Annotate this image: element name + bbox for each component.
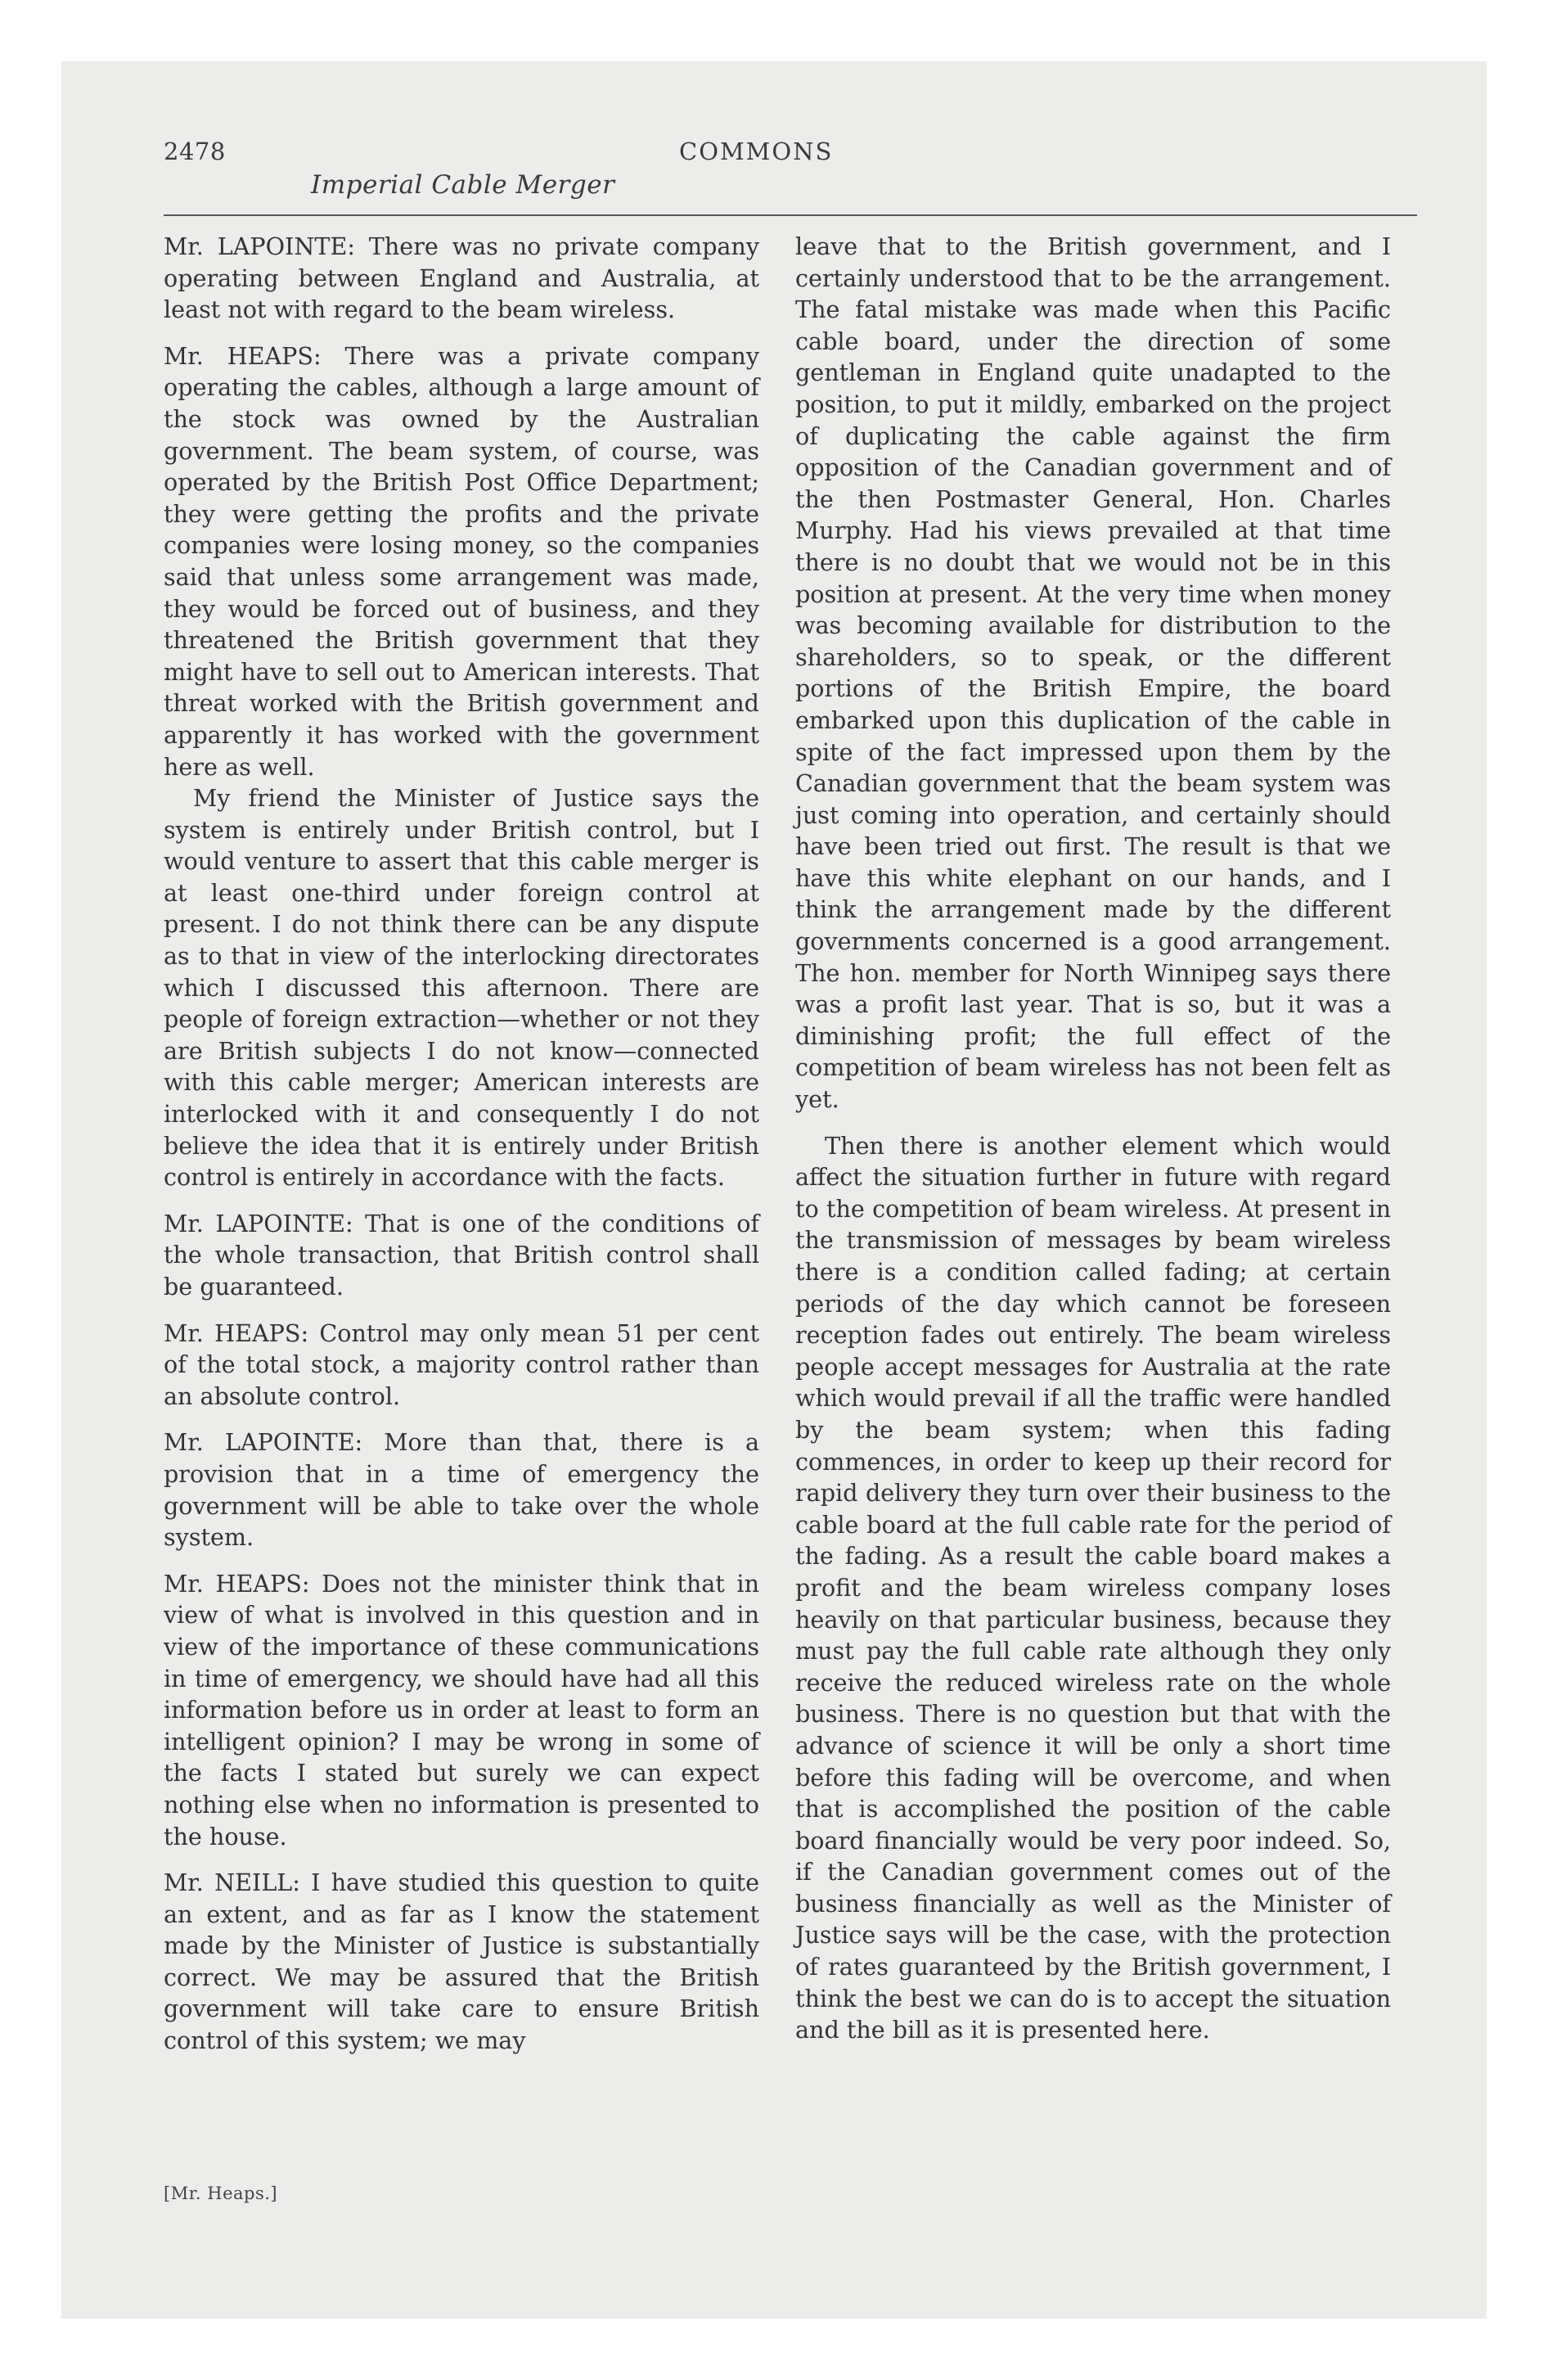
speech-paragraph: Then there is another element which would affect the situation further in future with regard to the competition of beam wireless. At present in the transmission of messages by beam wireless there is a condition called fading; at certain periods of the day which cannot be foreseen reception fades out entirely. The beam wireless people accept messages for Australia at the rate which would prevail if all the traffic were handled by the beam system; when this fading commences, in order to keep up their record for rapid delivery they turn over their business to the cable board at the full cable rate for the period of the fading. As a result the cable board makes a profit and the beam wireless company loses heavily on that particular business, because they must pay the full cable rate although they only receive the reduced wireless rate on the whole business. There is no question but that with the advance of science it will be only a short time before this fading will be overcome, and when that is accomplished the position of the cable board financially would be very poor indeed. So, if the Canadian government comes out of the business financially as well as the Minister of Justice says will be the case, with the protection of rates guaranteed by the British government, I think the best we can do is to accept the situation and the bill as it is presented here. xyxy=(795,1131,1391,2044)
speech-paragraph: My friend the Minister of Justice says the system is entirely under British control, but I would venture to assert that this cable merger is at least one-third under foreign control at present. I do not think there can be any dispute as to that in view of the interlocking directorates which I discussed this afternoon. There are people of foreign extraction—whether or not they are British subjects I do not know—connected with this cable merger; American interests are interlocked with it and consequently I do not believe the idea that it is entirely under British control is entirely in accordance with the facts. xyxy=(164,784,759,1192)
speech-paragraph: leave that to the British government, and I certainly understood that to be the arrangement. The fatal mistake was made when this Pacific cable board, under the direction of some gentleman in England quite unadapted to the position, to put it mildly, embarked on the project of duplicating the cable against the firm opposition of the Canadian government and of the then Postmaster General, Hon. Charles Murphy. Had his views prevailed at that time there is no doubt that we would not be in this position at present. At the very time when money was becoming available for distribution to the shareholders, so to speak, or the different portions of the British Empire, the board embarked upon this duplication of the cable in spite of the fact impressed upon them by the Canadian government that the beam system was just coming into operation, and certainly should have been tried out first. The result is that we have this white elephant on our hands, and I think the arrangement made by the different governments concerned is a good arrangement. The hon. member for North Winnipeg says there was a profit last year. That is so, but it was a diminishing profit; the full effect of the competition of beam wireless has not been felt as yet. xyxy=(795,232,1391,1114)
speech-paragraph: Mr. LAPOINTE: That is one of the conditions of the whole transaction, that British control shall be guaranteed. xyxy=(164,1209,759,1300)
right-column xyxy=(795,231,1391,2061)
header-rule xyxy=(164,214,1417,216)
page-section-title: COMMONS xyxy=(679,137,834,165)
speech-paragraph: Mr. LAPOINTE: There was no private company operating between England and Australia, at least not with regard to the beam wireless. xyxy=(164,232,759,324)
footer-speaker-note: [Mr. Heaps.] xyxy=(164,2184,278,2203)
left-column xyxy=(164,231,759,2071)
page-subtitle: Imperial Cable Merger xyxy=(311,170,615,200)
page-header xyxy=(164,137,1417,211)
page-number: 2478 xyxy=(164,137,226,165)
speech-paragraph: Mr. HEAPS: Control may only mean 51 per cent of the total stock, a majority control rather than an absolute control. xyxy=(164,1318,759,1410)
speech-paragraph: Mr. LAPOINTE: More than that, there is a provision that in a time of emergency the government will be able to take over the whole system. xyxy=(164,1428,759,1552)
speech-paragraph: Mr. HEAPS: Does not the minister think that in view of what is involved in this question and in view of the importance of these communications in time of emergency, we should have had all this information before us in order at least to form an intelligent opinion? I may be wrong in some of the facts I stated but surely we can expect nothing else when no information is presented to the house. xyxy=(164,1569,759,1850)
speech-paragraph: Mr. HEAPS: There was a private company operating the cables, although a large amount of the stock was owned by the Australian government. The beam system, of course, was operated by the British Post Office Department; they were getting the profits and the private companies were losing money, so the companies said that unless some arrangement was made, they would be forced out of business, and they threatened the British government that they might have to sell out to American interests. That threat worked with the British government and apparently it has worked with the government here as well. xyxy=(164,341,759,781)
speech-paragraph: Mr. NEILL: I have studied this question to quite an extent, and as far as I know the statement made by the Minister of Justice is substantially correct. We may be assured that the British government will take care to ensure British control of this system; we may xyxy=(164,1868,759,2055)
